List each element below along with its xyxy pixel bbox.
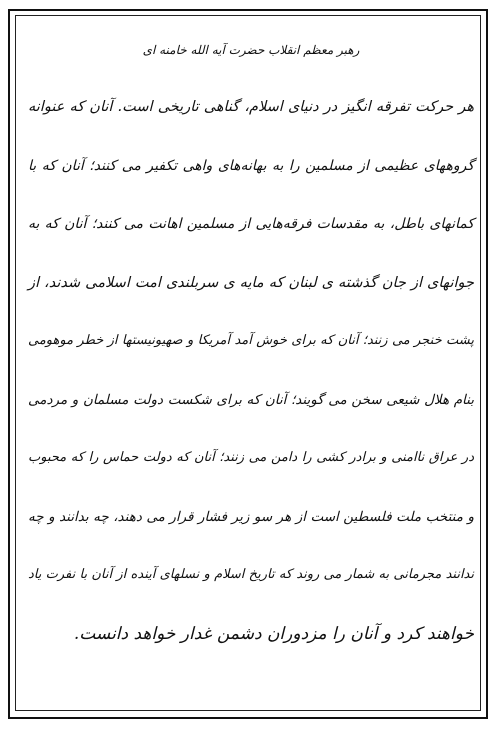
attribution-heading: رهبر معظم انقلاب حضرت آیه الله خامنه ای bbox=[142, 43, 360, 57]
text-line: گروههای عظیمی از مسلمین را به بهانه‌های واهی تکفیر می کنند؛ آنان که با bbox=[28, 157, 475, 174]
text-line: هر حرکت تفرقه انگیز در دنیای اسلام، گناهی تاریخی است. آنان که عنوانه bbox=[28, 99, 474, 115]
text-line: در عراق ناامنی و برادر کشی را دامن می زنند؛ آنان که دولت حماس را که محبوب bbox=[28, 450, 474, 465]
text-line: کمانهای باطل، به مقدسات فرقه‌هایی از مسلمین اهانت می کنند؛ آنان که به bbox=[28, 216, 474, 232]
text-line: بنام هلال شیعی سخن می گویند؛ آنان که برای شکست دولت مسلمان و مردمی bbox=[28, 391, 474, 408]
text-line: و منتخب ملت فلسطین است از هر سو زیر فشار قرار می دهند، چه بدانند و چه bbox=[28, 508, 474, 525]
document-content bbox=[28, 40, 474, 663]
text-line: ندانند مجرمانی به شمار می روند که تاریخ اسلام و نسلهای آینده از آنان با نفرت یاد bbox=[28, 567, 474, 582]
text-line: خواهند کرد و آنان را مزدوران دشمن غدار خواهد دانست. bbox=[73, 623, 474, 644]
text-line: پشت خنجر می زنند؛ آنان که برای خوش آمد آمریکا و صهیونیستها از خطر موهومی bbox=[28, 333, 474, 348]
text-line: جوانهای از جان گذشته ی لبنان که مایه ی سربلندی امت اسلامی شدند، از bbox=[28, 274, 474, 291]
body-text bbox=[28, 78, 474, 663]
